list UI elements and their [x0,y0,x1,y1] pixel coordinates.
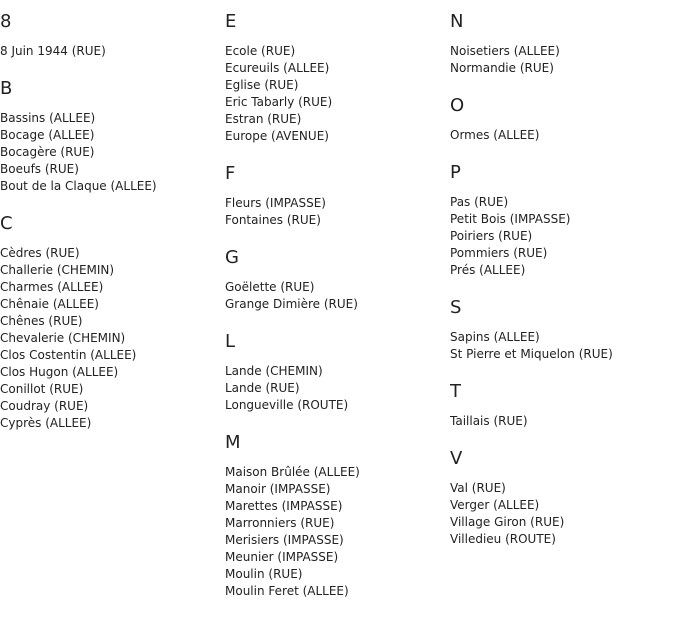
letter-group [450,10,670,77]
street-entry: Maison Brûlée (ALLEE) [225,465,360,479]
letter-group [450,380,670,430]
letter-heading: L [225,331,236,352]
index-column-2 [225,10,445,617]
street-entry: Coudray (RUE) [0,399,89,413]
street-entry: Val (RUE) [450,481,506,495]
street-entry: Chevalerie (CHEMIN) [0,331,126,345]
street-entry: Pas (RUE) [450,195,509,209]
street-entry: Chênaie (ALLEE) [0,297,99,311]
street-list [225,363,445,414]
letter-heading: O [450,95,465,116]
street-entry: Goëlette (RUE) [225,280,315,294]
street-entry: Cèdres (RUE) [0,246,80,260]
letter-group [225,330,445,414]
street-entry: Fontaines (RUE) [225,213,321,227]
letter-heading: M [225,432,241,453]
street-list [450,329,670,363]
street-entry: Conillot (RUE) [0,382,84,396]
street-entry: Challerie (CHEMIN) [0,263,115,277]
street-entry: Marronniers (RUE) [225,516,335,530]
letter-group [225,246,445,313]
street-entry: Clos Costentin (ALLEE) [0,348,137,362]
street-entry: Ecole (RUE) [225,44,296,58]
street-entry: Petit Bois (IMPASSE) [450,212,571,226]
letter-group [450,296,670,363]
letter-group [0,212,220,432]
street-entry: Bocagère (RUE) [0,145,95,159]
street-entry: Noisetiers (ALLEE) [450,44,560,58]
street-list [450,480,670,548]
street-entry: Estran (RUE) [225,112,302,126]
street-entry: Ormes (ALLEE) [450,128,540,142]
street-entry: Charmes (ALLEE) [0,280,104,294]
street-entry: Sapins (ALLEE) [450,330,540,344]
letter-group [0,77,220,195]
street-entry: Eric Tabarly (RUE) [225,95,333,109]
street-entry: Prés (ALLEE) [450,263,526,277]
street-list [450,413,670,430]
letter-heading: P [450,162,461,183]
street-entry: Cyprès (ALLEE) [0,416,92,430]
street-entry: Clos Hugon (ALLEE) [0,365,119,379]
street-entry: Boeufs (RUE) [0,162,79,176]
street-list [0,110,220,195]
street-entry: Moulin (RUE) [225,567,303,581]
street-entry: Bocage (ALLEE) [0,128,95,142]
letter-heading: 8 [0,11,12,32]
street-entry: Villedieu (ROUTE) [450,532,556,546]
letter-heading: V [450,448,463,469]
letter-group [225,162,445,229]
street-entry: Lande (CHEMIN) [225,364,323,378]
index-column-3 [450,10,670,565]
street-entry: Village Giron (RUE) [450,515,565,529]
street-entry: Manoir (IMPASSE) [225,482,331,496]
street-list [450,127,670,144]
letter-heading: G [225,247,239,268]
letter-group [0,10,220,60]
letter-heading: N [450,11,464,32]
street-entry: Chênes (RUE) [0,314,83,328]
street-entry: Ecureuils (ALLEE) [225,61,330,75]
street-entry: Eglise (RUE) [225,78,299,92]
street-entry: Poiriers (RUE) [450,229,533,243]
street-entry: Taillais (RUE) [450,414,528,428]
street-entry: Grange Dimière (RUE) [225,297,358,311]
letter-heading: E [225,11,237,32]
street-entry: Lande (RUE) [225,381,300,395]
letter-heading: C [0,213,13,234]
letter-group [450,447,670,548]
letter-heading: F [225,163,236,184]
street-entry: Bassins (ALLEE) [0,111,96,125]
street-entry: Fleurs (IMPASSE) [225,196,326,210]
letter-heading: B [0,78,13,99]
street-list [0,245,220,432]
index-column-1 [0,10,220,449]
street-entry: Merisiers (IMPASSE) [225,533,344,547]
street-list [450,194,670,279]
street-entry: 8 Juin 1944 (RUE) [0,44,106,58]
street-entry: Meunier (IMPASSE) [225,550,339,564]
street-list [0,43,220,60]
street-entry: St Pierre et Miquelon (RUE) [450,347,613,361]
street-list [225,279,445,313]
letter-group [225,431,445,600]
street-list [225,43,445,145]
letter-group [450,94,670,144]
letter-group [450,161,670,279]
letter-heading: S [450,297,462,318]
street-entry: Verger (ALLEE) [450,498,540,512]
letter-group [225,10,445,145]
street-list [225,195,445,229]
street-entry: Pommiers (RUE) [450,246,548,260]
street-list [450,43,670,77]
street-entry: Longueville (ROUTE) [225,398,349,412]
street-entry: Moulin Feret (ALLEE) [225,584,349,598]
street-list [225,464,445,600]
street-entry: Europe (AVENUE) [225,129,329,143]
street-entry: Marettes (IMPASSE) [225,499,343,513]
street-entry: Normandie (RUE) [450,61,554,75]
letter-heading: T [450,381,461,402]
street-entry: Bout de la Claque (ALLEE) [0,179,157,193]
